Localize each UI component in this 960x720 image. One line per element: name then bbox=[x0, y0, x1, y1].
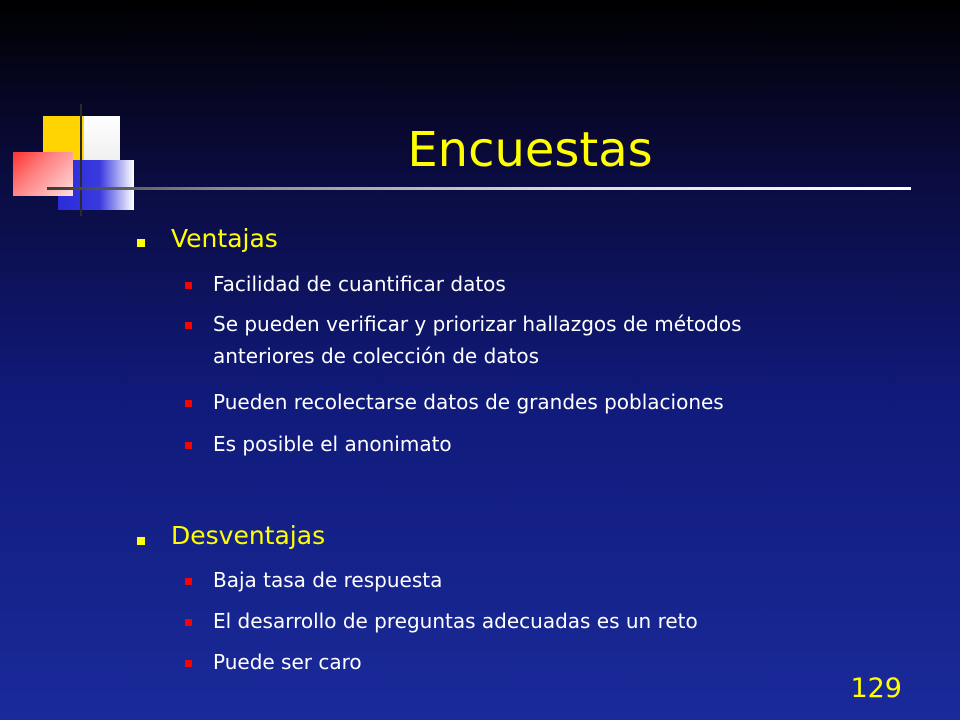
list-item: Pueden recolectarse datos de grandes poblaciones bbox=[213, 390, 724, 414]
item-bullet-icon bbox=[185, 660, 192, 667]
list-item: Facilidad de cuantificar datos bbox=[213, 272, 506, 296]
item-bullet-icon bbox=[185, 442, 192, 449]
vertical-divider-line bbox=[80, 104, 82, 216]
item-bullet-icon bbox=[185, 619, 192, 626]
section-heading-desventajas: Desventajas bbox=[171, 521, 326, 550]
section-bullet-icon bbox=[137, 537, 145, 545]
list-item: El desarrollo de preguntas adecuadas es un reto bbox=[213, 609, 698, 633]
list-item-continuation: anteriores de colección de datos bbox=[213, 344, 540, 368]
item-bullet-icon bbox=[185, 282, 192, 289]
item-bullet-icon bbox=[185, 400, 192, 407]
list-item: Puede ser caro bbox=[213, 650, 362, 674]
title-underline bbox=[47, 187, 911, 190]
slide-title: Encuestas bbox=[407, 122, 653, 178]
list-item: Baja tasa de respuesta bbox=[213, 568, 443, 592]
section-heading-ventajas: Ventajas bbox=[171, 224, 278, 253]
item-bullet-icon bbox=[185, 322, 192, 329]
section-bullet-icon bbox=[137, 239, 145, 247]
list-item: Se pueden verificar y priorizar hallazgos de métodos bbox=[213, 312, 742, 336]
item-bullet-icon bbox=[185, 578, 192, 585]
list-item: Es posible el anonimato bbox=[213, 432, 452, 456]
white-square-decoration bbox=[84, 116, 120, 160]
page-number: 129 bbox=[850, 673, 902, 704]
